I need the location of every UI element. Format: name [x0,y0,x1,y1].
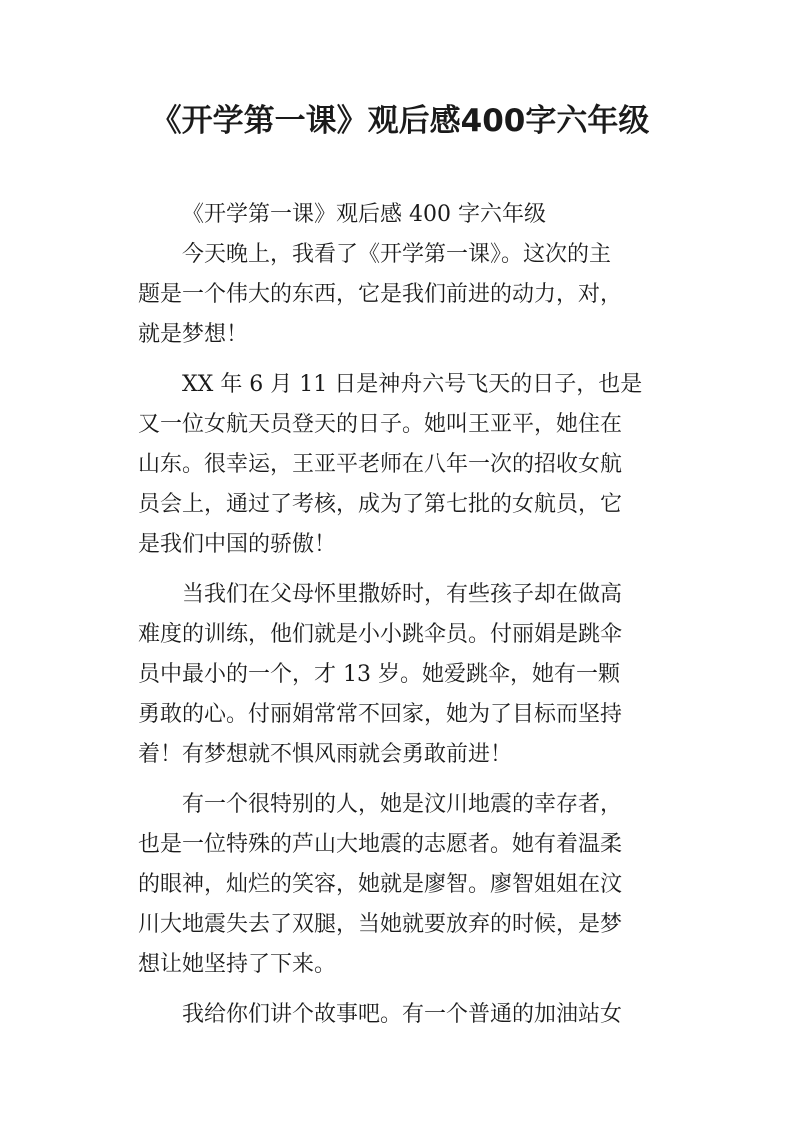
paragraph-line: 又一位女航天员登天的日子。她叫王亚平，她住在 [138,412,623,437]
paragraph-line: 员会上，通过了考核，成为了第七批的女航员，它 [138,492,623,517]
paragraph-line: 是我们中国的骄傲！ [138,532,337,557]
document-body [138,195,662,1035]
paragraph-line: 山东。很幸运，王亚平老师在八年一次的招收女航 [138,452,623,477]
paragraph-line: 川大地震失去了双腿，当她就要放弃的时候，是梦 [138,912,623,937]
paragraph-line: 的眼神，灿烂的笑容，她就是廖智。廖智姐姐在汶 [138,872,623,897]
paragraph-line: XX 年 6 月 11 日是神舟六号飞天的日子，也是 [182,372,643,397]
paragraph-line: 着！有梦想就不惧风雨就会勇敢前进！ [138,742,513,767]
document-title: 《开学第一课》观后感400字六年级 [150,103,650,139]
paragraph-line: 就是梦想！ [138,322,249,347]
paragraph-line: 当我们在父母怀里撒娇时，有些孩子却在做高 [182,582,623,607]
paragraph-line: 今天晚上，我看了《开学第一课》。这次的主 [182,242,612,267]
paragraph-line: 勇敢的心。付丽娟常常不回家，她为了目标而坚持 [138,702,623,727]
paragraph-line: 员中最小的一个，才 13 岁。她爱跳伞，她有一颗 [138,662,620,687]
paragraph-line: 想让她坚持了下来。 [138,952,337,977]
paragraph-line: 有一个很特别的人，她是汶川地震的幸存者， [182,792,623,817]
paragraph-line: 题是一个伟大的东西，它是我们前进的动力，对， [138,282,623,307]
paragraph-line: 也是一位特殊的芦山大地震的志愿者。她有着温柔 [138,832,623,857]
paragraph-line: 难度的训练，他们就是小小跳伞员。付丽娟是跳伞 [138,622,623,647]
subtitle-line: 《开学第一课》观后感 400 字六年级 [182,202,546,227]
paragraph-line: 我给你们讲个故事吧。有一个普通的加油站女 [182,1002,623,1027]
